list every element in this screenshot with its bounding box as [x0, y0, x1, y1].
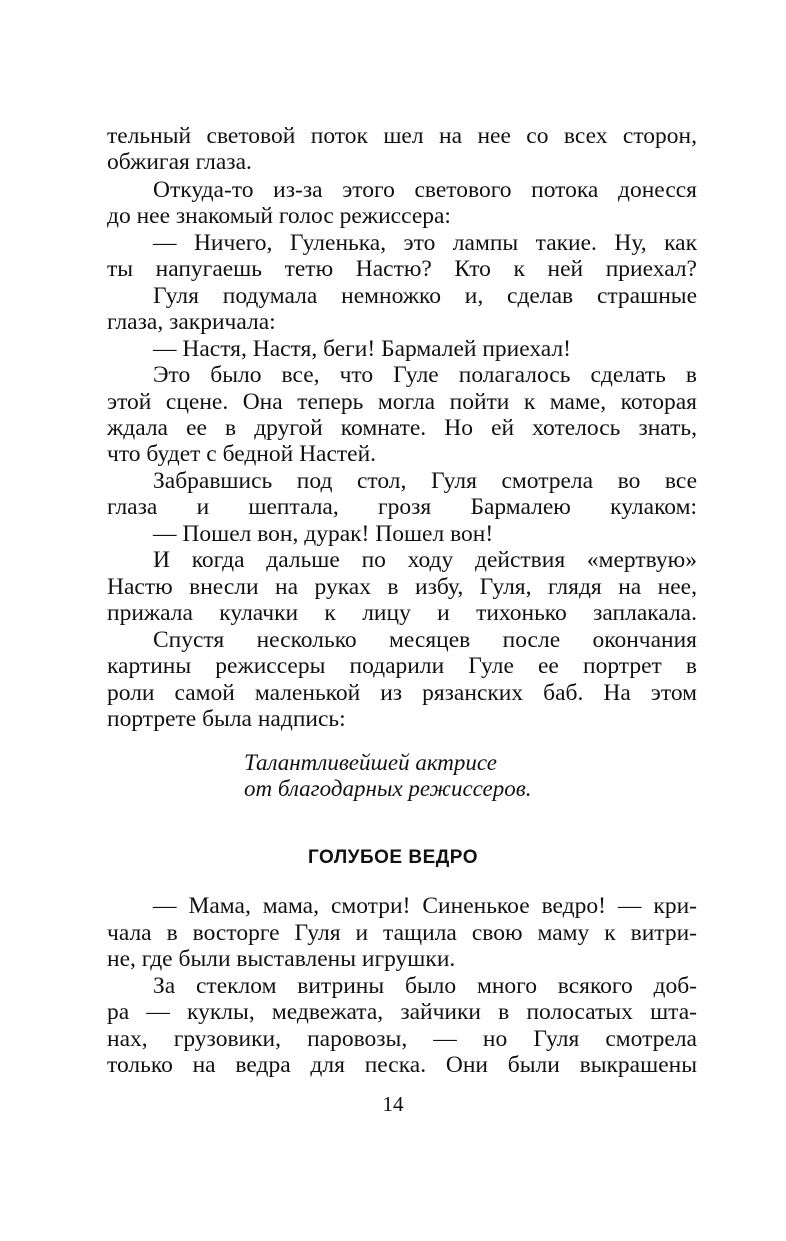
text-line: Спустя несколько месяцев после окончания — [153, 627, 697, 653]
text-line: до нее знакомый голос режиссера: — [107, 203, 451, 229]
text-line: Гуля подумала немножко и, сделав страшные — [153, 283, 697, 309]
inscription-line: от благодарных режиссеров. — [244, 776, 532, 801]
text-line: только на ведра для песка. Они были выкрашены — [107, 1052, 697, 1078]
text-line: глаза, закричала: — [107, 309, 276, 335]
text-line: Откуда-то из-за этого светового потока донесся — [153, 177, 697, 203]
text-line: не, где были выставлены игрушки. — [107, 946, 456, 972]
text-line: глаза и шептала, грозя Бармалею кулаком: — [107, 494, 697, 520]
text-line: За стеклом витрины было много всякого доб- — [153, 973, 697, 999]
text-line: — Мама, мама, смотри! Синенькое ведро! — кри- — [153, 893, 697, 919]
text-line: обжигая глаза. — [107, 149, 252, 175]
section-heading: ГОЛУБОЕ ВЕДРО — [308, 847, 478, 868]
inscription-line: Талантливейшей актрисе — [244, 750, 498, 775]
text-line: — Ничего, Гуленька, это лампы такие. Ну, как — [153, 230, 697, 256]
page-number: 14 — [382, 1092, 404, 1116]
text-line: что будет с бедной Настей. — [107, 441, 377, 467]
text-line: — Настя, Настя, беги! Бармалей приехал! — [153, 336, 571, 362]
text-line: Это было все, что Гуле полагалось сделать в — [153, 362, 697, 388]
text-line: тельный световой поток шел на нее со всех сторон, — [107, 123, 697, 149]
text-line: Настю внесли на руках в избу, Гуля, глядя на нее, — [107, 574, 697, 600]
text-line: ты напугаешь тетю Настю? Кто к ней приехал? — [107, 256, 697, 282]
text-line: И когда дальше по ходу действия «мертвую» — [153, 547, 697, 573]
text-line: роли самой маленькой из рязанских баб. На этом — [107, 680, 697, 706]
text-line: ра — куклы, медвежата, зайчики в полосатых шта- — [107, 999, 697, 1025]
text-line: портрете была надпись: — [107, 706, 346, 732]
text-line: прижала кулачки к лицу и тихонько заплакала. — [107, 600, 697, 626]
text-line: нах, грузовики, паровозы, — но Гуля смотрела — [107, 1026, 697, 1052]
text-line: Забравшись под стол, Гуля смотрела во все — [153, 468, 697, 494]
text-line: картины режиссеры подарили Гуле ее портрет в — [107, 653, 697, 679]
text-line: чала в восторге Гуля и тащила свою маму к витри- — [107, 920, 697, 946]
text-line: этой сцене. Она теперь могла пойти к маме, которая — [107, 389, 697, 415]
text-line: ждала ее в другой комнате. Но ей хотелось знать, — [107, 415, 697, 441]
text-line: — Пошел вон, дурак! Пошел вон! — [153, 521, 494, 547]
